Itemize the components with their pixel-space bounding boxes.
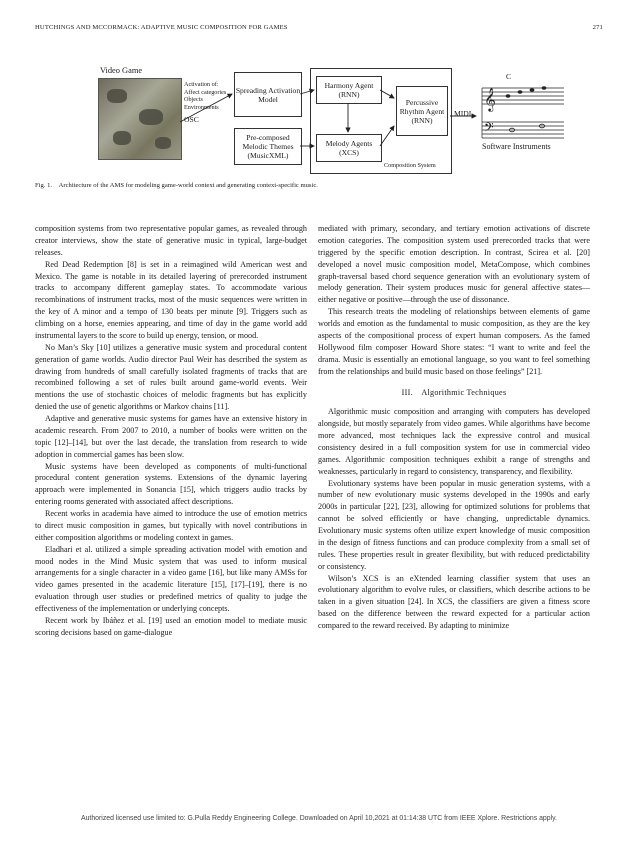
video-game-label: Video Game — [100, 66, 143, 75]
paragraph: Adaptive and generative music systems for games have an extensive history in academic research. From 2007 to 2010, a number of books were written on the topic [12]–[14], but over the last decade, the translation from research to wide adoption in commercial games has been slow. — [35, 414, 307, 459]
spreading-activation-box: Spreading Activation Model — [234, 72, 302, 117]
page-number: 271 — [592, 24, 603, 31]
paragraph: Evolutionary systems have been popular in music generation systems, with a number of new evolutionary music systems developed in the 1990s and early 2000s in particular [22], [23], allowing for optimized solutions for problems that cannot be solved efficiently or have changing, unpredictable dynamics. Evolutionary music systems often utilize expert knowledge of music composition in the design of fitness functions and can produce complexity from a small set of rules. These properties result in greater flexibility, but with reduced predictability or consistency. — [318, 478, 590, 571]
activation-line: Environments — [184, 103, 219, 111]
paragraph: Recent works in academia have aimed to introduce the use of emotion metrics to direct music composition in games, but typically with novel contributions in either composition algorithms or modeling context in games. — [35, 509, 307, 542]
composition-system-label: Composition System — [384, 162, 436, 169]
paragraph: Music systems have been developed as components of multi-functional procedural content generation systems. Extensions of the dynamic layering approach were implemented in Sonancia [15], which triggers audio tracks by entering rooms generated with associated affect descriptions. — [35, 461, 307, 507]
melody-to-percussion-arrow — [380, 126, 394, 146]
harmony-to-percussion-arrow — [380, 90, 394, 98]
running-header — [35, 24, 603, 36]
software-instruments-label: Software Instruments — [482, 142, 551, 151]
chord-label: C — [506, 72, 512, 81]
activation-line: Affect categories — [184, 88, 227, 96]
activation-line: Activation of: — [184, 81, 219, 88]
left-column — [35, 223, 307, 639]
paragraph: Eladhari et al. utilized a simple spreading activation model with emotion and mood nodes in the Mind Music system that was used to inform musical arrangements for a single character in a video game [16], but like many AMSs for video games presented in the academic literature [15], [17]–[19], there is no evaluation through user studies or predefined metrics of quality to judge the effectiveness of the implementation or underlying concepts. — [35, 544, 307, 613]
license-footer: Authorized licensed use limited to: G.Pulla Reddy Engineering College. Downloaded on April 10,2021 at 01:14:38 UTC from IEEE Xplore. Restrictions apply. — [81, 815, 557, 822]
architecture-figure — [88, 64, 598, 176]
midi-label: MIDI — [454, 109, 472, 118]
game-to-model-arrow — [180, 94, 232, 122]
right-column — [318, 223, 590, 632]
melody-agents-box: Melody Agents (XCS) — [316, 134, 382, 162]
paragraph: Wilson’s XCS is an eXtended learning classifier system that uses an evolutionary algorithm to evolve rules, or classifiers, which describe actions to be taken in a given situation [24]. In XCS, the classifiers are given a fitness score based on the difference between the reward expected for a particular action compared to the reward received. By adapting to minimize — [318, 573, 590, 630]
model-to-harmony-arrow — [300, 90, 314, 94]
paragraph: Algorithmic music composition and arranging with computers has developed alongside, but mostly separately from video games. While algorithms have become more advanced, most techniques lack the expressive control and musical consistency desired in a full composition system for use in commercial video games. Algorithmic composition techniques exhibit a range of strengths and weaknesses, particularly in regard to consistency, transparency, and flexibility. — [318, 407, 590, 476]
music-staff-icon — [480, 82, 566, 144]
paragraph: This research treats the modeling of relationships between elements of game worlds and emotion as the fundamental to music composition, as they are the key aspects of the compositional process of expert human composers. As the famed Hollywood film composer Howard Shore states: “I want to write and feel the drama. Music is essentially an emotional language, so you want to feel something from the relationships and build music based on those feelings” [21]. — [318, 307, 590, 376]
paragraph: No Man’s Sky [10] utilizes a generative music system and procedural content generation of game worlds. Audio director Paul Weir has described the system as drawing from hundreds of small carefully isolated fragments of tracks that are recombined following a set of rules built around game-world events. Weir mentions the use of stochastic choices of melodic fragments but has explicitly denied the use of genetic algorithms or Markov chains [11]. — [35, 342, 307, 412]
percussive-agent-box: Percussive Rhythm Agent (RNN) — [396, 86, 448, 136]
activation-line: Objects — [184, 96, 203, 104]
paragraph: Recent work by Ibáñez et al. [19] used an emotion model to mediate music scoring decisions based on game-dialogue — [35, 615, 307, 637]
journal-title: HUTCHINGS AND MCCORMACK: ADAPTIVE MUSIC COMPOSITION FOR GAMES — [35, 24, 288, 31]
paragraph: composition systems from two representative popular games, as revealed through creator interviews, show the state of generative music in typical, large-budget releases. — [35, 224, 307, 257]
figure-caption: Fig. 1. Architecture of the AMS for modeling game-world context and generating context-specific music. — [35, 182, 318, 189]
section-heading: III. Algorithmic Techniques — [401, 388, 507, 398]
svg-text:𝄢: 𝄢 — [484, 120, 494, 138]
paragraph: Red Dead Redemption [8] is set in a reimagined wild American west and Mexico. The game is notable in its detailed layering of prerecorded instrument tracks to accompany different gameplay states. To accommodate various recombinations of instrument tracks, most of the music sequences were written in the key of A minor and a tempo of 130 beats per minute [9]. Triggers such as climbing on a horse, enemies appearing, and time of day in the game world add instrumental layers to the score to build up energy, tension, or mood. — [35, 259, 307, 340]
harmony-agent-box: Harmony Agent (RNN) — [316, 76, 382, 104]
osc-label: OSC — [184, 115, 199, 124]
svg-text:𝄞: 𝄞 — [484, 87, 496, 111]
pre-composed-themes-box: Pre-composed Melodic Themes (MusicXML) — [234, 128, 302, 165]
paragraph: mediated with primary, secondary, and tertiary emotion activations of discrete emotion categories. The composition system used prerecorded tracks that were triggered by the specific emotion description. In contrast, Scirea et al. [20] developed a novel music composition model, MetaCompose, which combines graph-traversal based chord sequence generation with an evolutionary system of melody generation. Their system produces music for general affective states—either negative or positive—through the use of dissonance. — [318, 224, 590, 305]
